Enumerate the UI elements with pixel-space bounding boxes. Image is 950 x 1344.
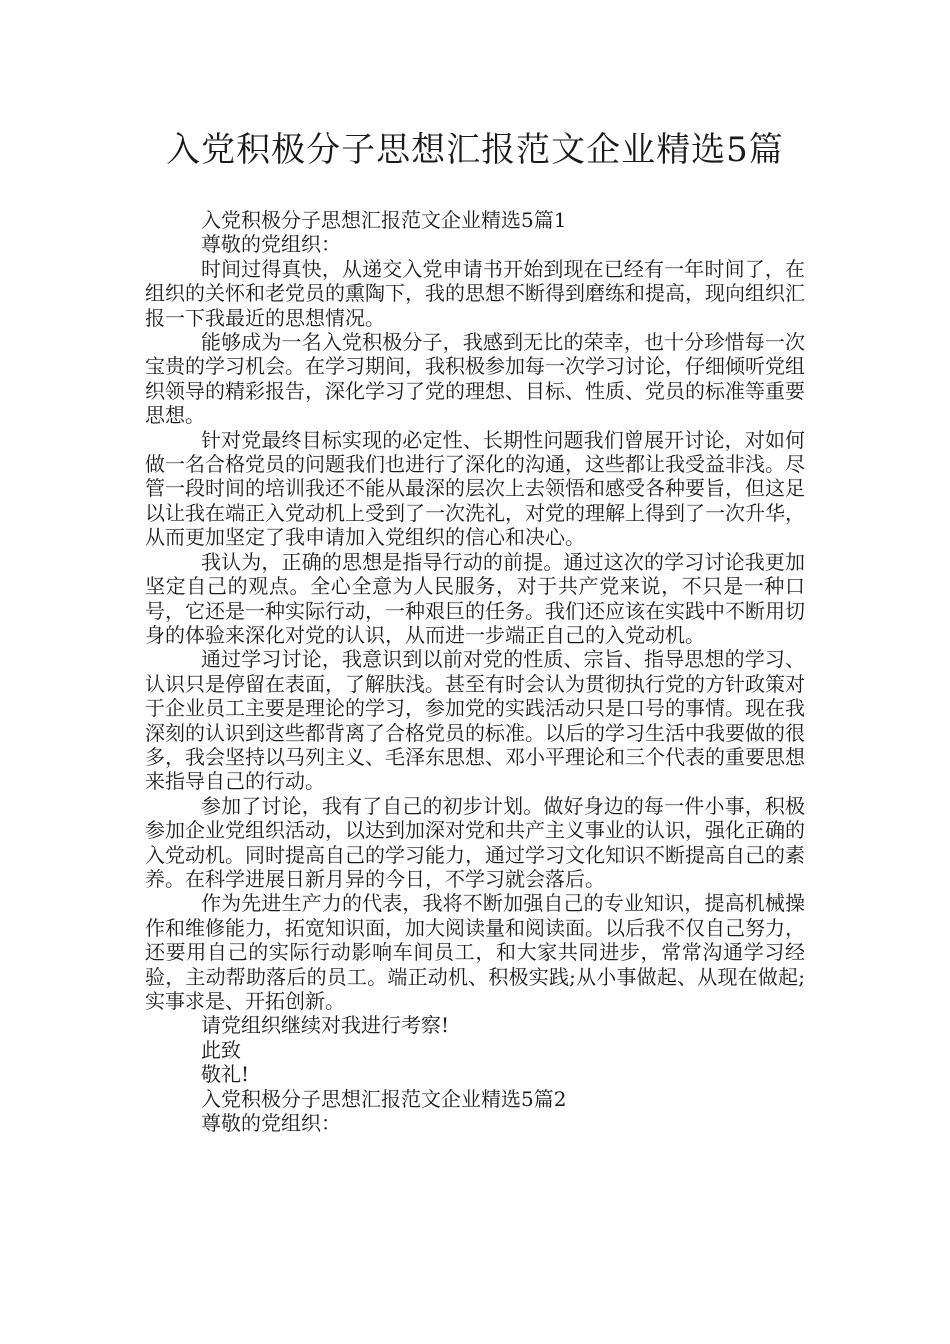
body-paragraph: 能够成为一名入党积极分子，我感到无比的荣幸，也十分珍惜每一次宝贵的学习机会。在学习期间，我积极参加每一次学习讨论，仔细倾听党组织领导的精彩报告，深化学习了党的理想、目标、性质、党员的标准等重要思想。 <box>145 330 805 428</box>
closing-request: 请党组织继续对我进行考察! <box>201 1013 450 1038</box>
document-body <box>145 208 805 1135</box>
body-paragraph: 时间过得真快，从递交入党申请书开始到现在已经有一年时间了，在组织的关怀和老党员的熏陶下，我的思想不断得到磨练和提高，现向组织汇报一下我最近的思想情况。 <box>145 256 805 330</box>
document-title: 入党积极分子思想汇报范文企业精选5篇 <box>166 130 784 170</box>
body-paragraph: 通过学习讨论，我意识到以前对党的性质、宗旨、指导思想的学习、认识只是停留在表面，了解肤浅。甚至有时会认为贯彻执行党的方针政策对于企业员工主要是理论的学习，参加党的实践活动只是口号的事情。现在我深刻的认识到这些都背离了合格党员的标准。以后的学习生活中我要做的很多，我会坚持以马列主义、毛泽东思想、邓小平理论和三个代表的重要思想来指导自己的行动。 <box>145 647 805 794</box>
body-paragraph: 作为先进生产力的代表，我将不断加强自己的专业知识，提高机械操作和维修能力，拓宽知识面，加大阅读量和阅读面。以后我不仅自己努力，还要用自己的实际行动影响车间员工，和大家共同进步，常常沟通学习经验，主动帮助落后的员工。端正动机、积极实践;从小事做起、从现在做起;实事求是、开拓创新。 <box>145 891 805 1013</box>
salutation: 尊敬的党组织： <box>201 232 341 257</box>
document-page <box>145 122 805 1135</box>
body-paragraph: 参加了讨论，我有了自己的初步计划。做好身边的每一件小事，积极参加企业党组织活动，以达到加深对党和共产主义事业的认识，强化正确的入党动机。同时提高自己的学习能力，通过学习文化知识不断提高自己的素养。在科学进展日新月异的今日，不学习就会落后。 <box>145 793 805 891</box>
salutation: 尊敬的党组织： <box>201 1111 341 1136</box>
section-heading-2: 入党积极分子思想汇报范文企业精选5篇2 <box>201 1086 567 1111</box>
body-paragraph: 我认为，正确的思想是指导行动的前提。通过这次的学习讨论我更加坚定自己的观点。全心全意为人民服务，对于共产党来说，不只是一种口号，它还是一种实际行动，一种艰巨的任务。我们还应该在实践中不断用切身的体验来深化对党的认识，从而进一步端正自己的入党动机。 <box>145 549 805 647</box>
closing-jingli: 敬礼! <box>201 1062 250 1087</box>
section-heading-1: 入党积极分子思想汇报范文企业精选5篇1 <box>201 208 567 232</box>
closing-cizhi: 此致 <box>201 1037 241 1062</box>
body-paragraph: 针对党最终目标实现的必定性、长期性问题我们曾展开讨论，对如何做一名合格党员的问题我们也进行了深化的沟通，这些都让我受益非浅。尽管一段时间的培训我还不能从最深的层次上去领悟和感受各种要旨，但这足以让我在端正入党动机上受到了一次洗礼，对党的理解上得到了一次升华，从而更加坚定了我申请加入党组织的信心和决心。 <box>145 427 805 550</box>
